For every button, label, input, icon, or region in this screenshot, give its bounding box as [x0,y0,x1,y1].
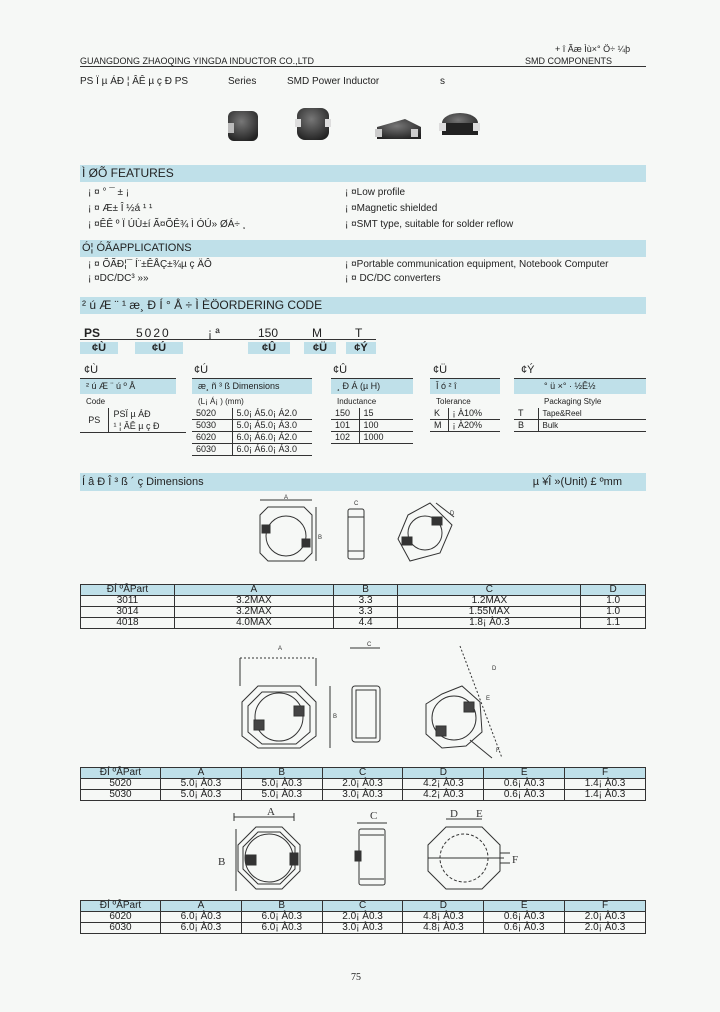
table-header: ÐÍ ºÅPart [81,768,161,779]
table-cell: 1.0 [581,607,646,618]
drawing-label: C [354,501,359,507]
dims-legend-cn: æ¸ ñ ³ ß Dimensions [192,379,312,394]
table-cell: 1.8¡ À0.3 [398,618,581,629]
tol-legend [430,378,500,408]
table-cell: 100 [359,420,413,432]
ind-legend-en: Inductance [337,397,377,406]
dims-table [192,408,312,456]
table-cell: 6.0¡ À0.3 [241,923,322,934]
drawing-label: A [278,646,283,652]
table-cell: 1.2MAX [398,596,581,607]
table-cell: 6.0¡ À0.3 [161,923,242,934]
table-row [81,779,646,790]
code-marker-4: ¢Ü [304,342,336,354]
code-legend-en: Code [86,397,106,406]
table-cell: 6.0¡ À0.3 [241,912,322,923]
applications-cn-item: ¡ ¤DC/DC³ »» [88,273,149,284]
table-cell: 3014 [81,607,175,618]
table-header: F [565,901,646,912]
drawing-label: D [450,808,458,820]
features-cn-list [88,185,246,233]
table-cell: 3.0¡ À0.3 [322,923,403,934]
table-cell: 6.0¡ Á6.0¡ Á2.0 [232,432,312,444]
table-header-row [81,585,646,596]
table-cell: 2.0¡ À0.3 [322,912,403,923]
code-marker-5: ¢Ý [346,342,376,354]
table-header-row [81,768,646,779]
table-cell: 150 [331,408,359,420]
applications-en-item: ¡ ¤Portable communication equipment, Notebook Computer [345,259,609,270]
product-photos [225,105,485,155]
table-cell: T [514,408,538,420]
table-cell: 5030 [192,420,232,432]
table-cell: 2.0¡ À0.3 [322,779,403,790]
table-row [81,923,646,934]
code-part-packaging: T [355,326,363,340]
applications-cn-item: ¡ ¤ ÕÃÐ¦¯ Í¨±ÊÅÇ±¾µ ç ÄÔ [88,259,212,270]
drawing-label: E [476,808,483,820]
drawing-label: F [496,748,500,754]
code-part-dash: ¡ ª [208,326,220,340]
ordering-code-line [80,326,376,340]
table-cell: 1.4¡ À0.3 [565,779,646,790]
table-cell: 4.4 [333,618,398,629]
product-photo-3 [375,119,421,139]
col-marker-1: ¢Ù [84,364,99,376]
dims-legend [192,378,312,408]
table-cell: 0.6¡ À0.3 [484,790,565,801]
applications-cn-list [88,258,212,286]
table-cell: 5.0¡ À0.3 [161,779,242,790]
table-cell: 3011 [81,596,175,607]
table-cell: 6.0¡ À0.3 [161,912,242,923]
table-row [81,607,646,618]
table-cell: 5.0¡ Á5.0¡ Á2.0 [232,408,312,420]
table-row [514,420,646,432]
features-cn-item: ¡ ¤ÊÊ º Ï ÚÙ±í Ã¤ÕÊ¾ Ì ÓÚ» ØÁ÷ ¸ [88,219,247,230]
table-row [331,408,413,420]
code-marker-2: ¢Ú [135,342,183,354]
drawing-5020 [230,640,510,760]
table-cell: 6020 [192,432,232,444]
table-header: A [161,901,242,912]
code-desc-line: PSÏ µ ÁÐ [113,409,151,419]
table-row [331,432,413,444]
table-cell: 6030 [192,444,232,456]
table-cell: 101 [331,420,359,432]
series-line-series: Series [228,76,257,87]
applications-en-item: ¡ ¤ DC/DC converters [345,273,441,284]
ind-legend [331,378,413,408]
table-cell: K [430,408,448,420]
product-photo-1 [228,111,258,141]
table-row [81,790,646,801]
table-cell: 4.8¡ À0.3 [403,923,484,934]
dimensions-title-band [80,473,646,491]
table-cell: Tape&Reel [538,408,646,420]
table-header: B [333,585,398,596]
table-header: D [581,585,646,596]
table-header: A [161,768,242,779]
table-cell: 5020 [81,779,161,790]
drawing-label: A [284,495,289,501]
drawing-label: B [333,714,338,720]
product-photo-4 [439,113,480,135]
table-cell [109,408,186,433]
table-cell: 5.0¡ À0.3 [241,779,322,790]
table-row [514,408,646,420]
applications-en-list [345,258,608,286]
table-header: B [241,901,322,912]
table-header: B [241,768,322,779]
packaging-table [514,408,646,432]
code-desc-line: ¹ ¦ ÂÊ µ ç Ð [113,421,160,431]
table-cell: 5.0¡ À0.3 [161,790,242,801]
table-cell: M [430,420,448,432]
features-cn-item: ¡ ¤ ° ¯ ± ¡ [88,187,130,198]
drawing-label: C [370,810,378,822]
tol-legend-en: Tolerance [436,397,471,406]
drawing-label: E [486,696,491,702]
dimensions-table-1 [80,584,646,629]
table-header: C [322,768,403,779]
table-cell: PS [80,408,109,433]
col-marker-3: ¢Û [333,364,348,376]
table-cell: 1.55MAX [398,607,581,618]
features-title: Ì ØÕ FEATURES [80,165,646,182]
drawing-label: B [218,856,226,868]
drawing-label: B [318,535,323,541]
header-rule [80,66,646,67]
features-en-item: ¡ ¤Magnetic shielded [345,203,438,214]
dimensions-title: Í â Ð Î ³ ß ´ ç Dimensions [82,476,204,488]
page-number: 75 [351,972,361,983]
table-cell: 102 [331,432,359,444]
drawing-label: A [267,806,275,818]
inductance-table [331,408,413,444]
table-header: E [484,901,565,912]
drawing-label: D [492,666,497,672]
table-cell: Bulk [538,420,646,432]
table-cell: 5030 [81,790,161,801]
pkg-legend-en: Packaging Style [544,397,602,406]
table-cell: 2.0¡ À0.3 [565,912,646,923]
applications-title: Ó¦ ÓÃAPPLICATIONS [80,240,646,257]
table-header: E [484,768,565,779]
col-marker-4: ¢Ü [433,364,448,376]
table-cell: 15 [359,408,413,420]
code-marker-1: ¢Ù [80,342,118,354]
features-cn-item: ¡ ¤ Æ± Î ½á ¹ ¹ [88,203,153,214]
company-name: GUANGDONG ZHAOQING YINGDA INDUCTOR CO.,LTD [80,56,315,66]
table-row [430,408,500,420]
table-row [81,596,646,607]
code-legend-cn: ² ú Æ ¨ ú º Å [80,379,176,394]
table-cell: 3.3 [333,607,398,618]
table-header: F [565,768,646,779]
features-en-list [345,185,513,233]
col-marker-2: ¢Ú [194,364,209,376]
tolerance-table [430,408,500,432]
table-cell: 5.0¡ À0.3 [241,790,322,801]
table-cell: 4018 [81,618,175,629]
table-row [81,618,646,629]
table-header: ÐÍ ºÅPart [81,585,175,596]
table-row [430,420,500,432]
code-table [80,408,186,433]
code-part-inductance: 150 [258,326,279,340]
table-row [192,420,312,432]
series-line-cn: PS Ï µ ÁÐ ¦ ÂÊ µ ç Ð PS [80,76,189,87]
code-marker-3: ¢Û [248,342,290,354]
table-header-row [81,901,646,912]
tol-legend-cn: Î ó ² î [430,379,500,394]
table-header: A [175,585,334,596]
table-row [80,408,186,433]
unit-label: µ ¥Î »(Unit) £ ºmm [532,476,622,488]
table-cell: 6030 [81,923,161,934]
product-photo-2 [295,108,331,140]
table-cell: 6020 [81,912,161,923]
table-cell: 0.6¡ À0.3 [484,779,565,790]
table-cell: 4.2¡ À0.3 [403,790,484,801]
table-cell: 3.2MAX [175,607,334,618]
table-cell: 3.3 [333,596,398,607]
col-marker-5: ¢Ý [521,364,535,376]
pkg-legend-cn: ° ü ×° · ½Ê½ [514,379,646,394]
table-cell: 3.0¡ À0.3 [322,790,403,801]
table-cell: 1000 [359,432,413,444]
features-en-item: ¡ ¤SMT type, suitable for solder reflow [345,219,514,230]
drawing-3011 [240,495,470,575]
code-part-tolerance: M [312,326,322,340]
code-legend [80,378,176,408]
table-header: D [403,768,484,779]
table-cell: 4.2¡ À0.3 [403,779,484,790]
series-line-smd: SMD Power Inductor [287,76,380,87]
table-header: C [398,585,581,596]
table-cell: 6.0¡ Á6.0¡ Á3.0 [232,444,312,456]
cn-title: + î Ãæ Ìù×° Ö÷ ¼þ [555,44,631,54]
table-row [192,408,312,420]
dimensions-table-3 [80,900,646,934]
drawing-label: C [367,642,372,648]
series-line-s: s [440,76,445,87]
table-cell: B [514,420,538,432]
category: SMD COMPONENTS [525,56,613,66]
ordering-title: ² ú Æ ¨ ¹ æ¸ Ð Í ° Å ÷ Ì ÈÖORDERING CODE [80,297,646,314]
table-cell: 1.4¡ À0.3 [565,790,646,801]
table-header: ÐÍ ºÅPart [81,901,161,912]
features-en-item: ¡ ¤Low profile [345,187,406,198]
code-part-series: PS [84,326,101,340]
table-cell: 3.2MAX [175,596,334,607]
table-cell: 0.6¡ À0.3 [484,923,565,934]
table-cell: 2.0¡ À0.3 [565,923,646,934]
drawing-label: D [450,511,455,517]
table-header: C [322,901,403,912]
table-row [331,420,413,432]
table-row [192,444,312,456]
table-cell: 1.0 [581,596,646,607]
dimensions-table-2 [80,767,646,801]
pkg-legend [514,378,646,408]
table-cell: 5020 [192,408,232,420]
table-cell: 4.8¡ À0.3 [403,912,484,923]
code-part-size: 5020 [136,326,171,340]
table-cell: ¡ À20% [448,420,500,432]
table-row [192,432,312,444]
table-row [81,912,646,923]
dims-legend-en: (L¡ Á¡ ) (mm) [198,397,244,406]
drawing-label: F [512,854,519,866]
table-cell: 5.0¡ Á5.0¡ Á3.0 [232,420,312,432]
table-cell: 0.6¡ À0.3 [484,912,565,923]
table-cell: 1.1 [581,618,646,629]
table-cell: 4.0MAX [175,618,334,629]
table-cell: ¡ À10% [448,408,500,420]
table-header: D [403,901,484,912]
drawing-6020 [210,805,530,895]
ind-legend-cn: ¸ Ð Á (µ H) [331,379,413,394]
